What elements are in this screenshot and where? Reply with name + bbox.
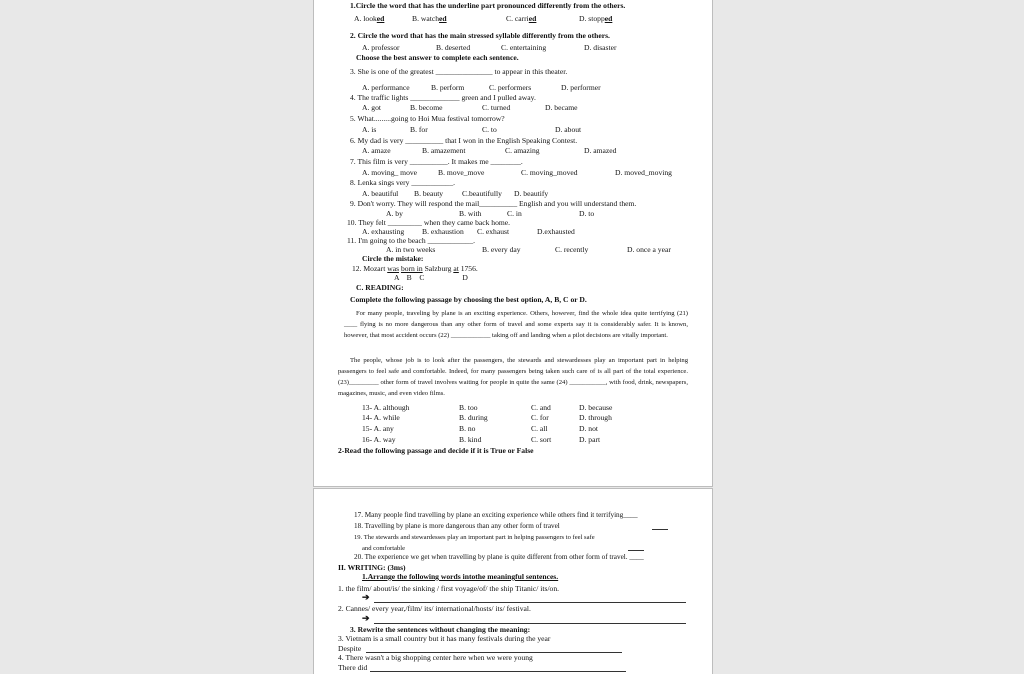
reading-instruction: Complete the following passage by choosing the best option, A, B, C or D. [350, 295, 587, 304]
pronunciation-option-d: D. stopped [579, 14, 613, 23]
reading-paragraph-1: For many people, traveling by plane is an exciting experience. Others, however, find the whole idea quite terrifying (21) ____ flying is no more dangerous than any other form of travel and some experts say it is considerably safer. It is known, however, that most accident occurs (22) ____________ taking off and landing when a pilot decisions are vitally important. [344, 310, 688, 339]
pronunciation-heading: 1.Circle the word that has the underline part pronounced differently from the others. [350, 1, 626, 10]
q7-option-a: A. moving_ move [362, 168, 418, 177]
q8-option-b: B. beauty [414, 189, 444, 198]
pronunciation-option-b: B. watched [412, 14, 447, 23]
q4-option-a: A. got [362, 103, 381, 112]
q16-option-a: 16- A. way [362, 435, 396, 444]
true-false-heading: 2-Read the following passage and decide if it is True or False [338, 446, 534, 455]
rewrite-item-4: 4. There wasn't a big shopping center here when we were young [338, 653, 533, 662]
statement-19-continued: and comfortable [362, 545, 406, 552]
q7-option-c: C. moving_moved [521, 168, 578, 177]
q8-option-c: C.beautifully [462, 189, 502, 198]
question-10: 10. They felt _________ when they came back home. [347, 218, 511, 227]
q13-option-a: 13- A. although [362, 403, 410, 412]
rewrite-heading: 3. Rewrite the sentences without changing the meaning: [350, 625, 531, 634]
writing-section-title: II. WRITING: (3ms) [338, 563, 406, 572]
pronunciation-option-a: A. looked [354, 14, 385, 23]
q8-option-a: A. beautiful [362, 189, 399, 198]
mistake-letters: A B C D [394, 273, 468, 282]
stress-heading: 2. Circle the word that has the main stressed syllable differently from the others. [350, 31, 610, 40]
q15-option-c: C. all [531, 424, 548, 433]
q11-option-d: D. once a year [627, 245, 671, 254]
q10-option-c: C. exhaust [477, 227, 510, 236]
q6-option-d: D. amazed [584, 146, 617, 155]
question-11: 11. I'm going to the beach ____________. [347, 236, 476, 245]
arrange-heading: 1.Arrange the following words intothe meaningful sentences. [362, 572, 559, 581]
question-3: 3. She is one of the greatest _______________ to appear in this theater. [350, 67, 568, 76]
answer-line-1 [374, 602, 686, 603]
reading-section-title: C. READING: [356, 283, 404, 292]
q16-option-c: C. sort [531, 435, 552, 444]
q10-option-b: B. exhaustion [422, 227, 464, 236]
q13-option-c: C. and [531, 403, 551, 412]
mistake-heading: Circle the mistake: [362, 254, 424, 263]
q4-option-c: C. turned [482, 103, 511, 112]
q11-option-c: C. recently [555, 245, 589, 254]
q14-option-a: 14- A. while [362, 413, 400, 422]
answer-blank-18 [652, 529, 668, 530]
worksheet-page-2 [313, 488, 713, 674]
pronunciation-option-c: C. carried [506, 14, 537, 23]
question-9: 9. Don't worry. They will respond the mail__________ English and you will understand them. [350, 199, 637, 208]
rewrite-start-4: There did [338, 663, 368, 672]
q5-option-a: A. is [362, 125, 377, 134]
q6-option-a: A. amaze [362, 146, 391, 155]
q15-option-b: B. no [459, 424, 476, 433]
q5-option-d: D. about [555, 125, 582, 134]
q10-option-a: A. exhausting [362, 227, 405, 236]
question-8: 8. Lenka sings very ___________. [350, 178, 456, 187]
q5-option-c: C. to [482, 125, 497, 134]
stress-option-a: A. professor [362, 43, 400, 52]
q9-option-c: C. in [507, 209, 522, 218]
question-12: 12. Mozart was born in Salzburg at 1756. [352, 264, 478, 273]
q7-option-d: D. moved_moving [615, 168, 672, 177]
statement-18: 18. Travelling by plane is more dangerous than any other form of travel [354, 522, 560, 530]
q11-option-a: A. in two weeks [386, 245, 436, 254]
stress-option-b: B. deserted [436, 43, 471, 52]
q14-option-d: D. through [579, 413, 612, 422]
arrow-icon: ➔ [362, 613, 370, 623]
answer-line-2 [374, 623, 686, 624]
q5-option-b: B. for [410, 125, 428, 134]
worksheet-page-1 [313, 0, 713, 487]
reading-paragraph-2: The people, whose job is to look after the passengers, the stewards and stewardesses play an important part in helping passengers to feel safe and comfortable. Indeed, for many passengers being taken such care of is all part of the total experience. (23)_________ other form of travel involves waiting for people in quite the same (24) ___________, with food, drink, newspapers, magazines, music, and even video films. [338, 357, 688, 397]
arrange-item-2: 2. Cannes/ every year,/film/ its/ international/hosts/ its/ festival. [338, 604, 531, 613]
q15-option-a: 15- A. any [362, 424, 394, 433]
q3-option-b: B. perform [431, 83, 465, 92]
q3-option-c: C. performers [489, 83, 532, 92]
arrow-icon: ➔ [362, 592, 370, 602]
question-5: 5. What.........going to Hoi Mua festival tomorrow? [350, 114, 505, 123]
q3-option-d: D. performer [561, 83, 601, 92]
q4-option-d: D. became [545, 103, 578, 112]
q16-option-d: D. part [579, 435, 601, 444]
q8-option-d: D. beautify [514, 189, 549, 198]
q11-option-b: B. every day [482, 245, 521, 254]
q9-option-b: B. with [459, 209, 482, 218]
statement-20: 20. The experience we get when travelling by plane is quite different from other form of travel. ____ [354, 553, 644, 561]
rewrite-start-3: Despite [338, 644, 362, 653]
q16-option-b: B. kind [459, 435, 482, 444]
q6-option-c: C. amazing [505, 146, 540, 155]
q4-option-b: B. become [410, 103, 443, 112]
statement-19: 19. The stewards and stewardesses play an important part in helping passengers to feel safe [354, 534, 595, 541]
q14-option-b: B. during [459, 413, 488, 422]
stress-option-c: C. entertaining [501, 43, 547, 52]
q6-option-b: B. amazement [422, 146, 466, 155]
q3-option-a: A. performance [362, 83, 410, 92]
q9-option-a: A. by [386, 209, 403, 218]
answer-line-4 [370, 671, 626, 672]
q13-option-d: D. because [579, 403, 613, 412]
arrange-item-1: 1. the film/ about/is/ the sinking / first voyage/of/ the ship Titanic/ its/on. [338, 584, 560, 593]
question-4: 4. The traffic lights _____________ green and I pulled away. [350, 93, 536, 102]
question-7: 7. This film is very __________. It makes me ________. [350, 157, 523, 166]
stress-option-d: D. disaster [584, 43, 617, 52]
rewrite-item-3: 3. Vietnam is a small country but it has many festivals during the year [338, 634, 551, 643]
best-answer-heading: Choose the best answer to complete each sentence. [356, 53, 519, 62]
q7-option-b: B. move_move [438, 168, 485, 177]
q15-option-d: D. not [579, 424, 598, 433]
q14-option-c: C. for [531, 413, 549, 422]
statement-17: 17. Many people find travelling by plane an exciting experience while others find it terrifying____ [354, 511, 638, 519]
question-6: 6. My dad is very __________ that I won in the English Speaking Contest. [350, 136, 578, 145]
q13-option-b: B. too [459, 403, 478, 412]
answer-blank-19 [628, 550, 644, 551]
q10-option-d: D.exhausted [537, 227, 575, 236]
q9-option-d: D. to [579, 209, 595, 218]
